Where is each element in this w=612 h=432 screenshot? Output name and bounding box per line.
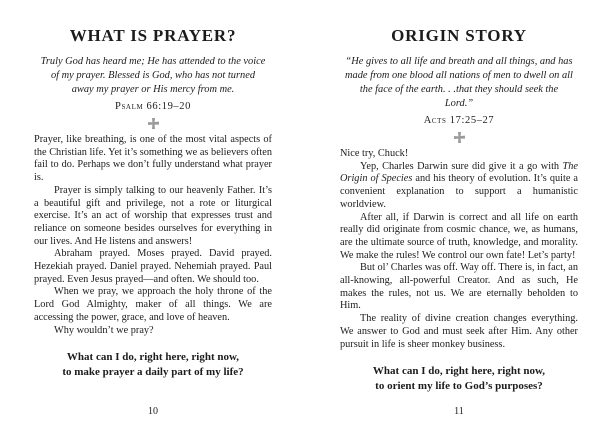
paragraph: Nice try, Chuck!	[340, 148, 409, 159]
reflection-question-left	[34, 350, 272, 379]
paragraph-segment: Yep, Charles Darwin sure did give it a go with	[360, 160, 563, 172]
cross-ornament-icon	[34, 118, 272, 130]
paragraph: Prayer, like breathing, is one of the most vital aspects of the Christian life. Yet it’s something we as believers often fail to do. Perhaps we don’t fully understand what prayer is.	[34, 134, 272, 184]
question-line: What can I do, right here, right now,	[372, 365, 546, 378]
epigraph-left: Truly God has heard me; He has attended to the voice of my prayer. Blessed is God, who has not turned away my prayer or His mercy from me.	[40, 56, 266, 95]
reflection-question-right	[340, 364, 578, 393]
chapter-title-left: WHAT IS PRAYER?	[69, 26, 237, 45]
question-line: to orient my life to God’s purposes?	[375, 379, 543, 392]
body-text-left	[34, 134, 272, 337]
epigraph-right: “He gives to all life and breath and all things, and has made from one blood all nations of men to dwell on all the face of the earth. . .that they should seek the Lord.”	[345, 56, 573, 109]
cross-ornament-icon	[340, 132, 578, 144]
paragraph: When we pray, we approach the holy throne of the Lord God Almighty, maker of all things. We are accessing the power, grace, and love of heaven.	[34, 286, 272, 323]
book-title-italic: The Origin of Species	[340, 160, 578, 185]
paragraph: The reality of divine creation changes everything. We answer to God and must seek after Him. Any other pursuit in life is sheer monkey business.	[340, 313, 578, 350]
paragraph: After all, if Darwin is correct and all life on earth really did originate from cosmic chance, we, as humans, are the ultimate source of truth, knowledge, and morality. We make the rules! We control our own fate! Let’s party!	[340, 211, 578, 261]
body-text-right	[340, 148, 578, 351]
page-number-left: 10	[148, 406, 158, 417]
page-number-right: 11	[454, 406, 464, 417]
paragraph: But ol’ Charles was off. Way off. There is, in fact, an all-knowing, all-powerful Creator. And as such, He makes the rules, not us. We are eternally beholden to Him.	[340, 262, 578, 312]
paragraph	[340, 161, 578, 212]
paragraph: Abraham prayed. Moses prayed. David prayed. Hezekiah prayed. Daniel prayed. Nehemiah prayed. Paul prayed. Even Jesus prayed—and often. We should too.	[34, 248, 272, 285]
question-line: to make prayer a daily part of my life?	[62, 365, 244, 378]
right-page	[306, 0, 612, 432]
question-line: What can I do, right here, right now,	[66, 351, 240, 364]
paragraph: Why wouldn’t we pray?	[54, 324, 154, 336]
paragraph-segment: and his theory of evolution. It’s quite a convenient explanation to support a humanistic worldview.	[340, 173, 578, 210]
paragraph: Prayer is simply talking to our heavenly Father. It’s a beautiful gift and privilege, not a rote or liturgical exercise. It’s an act of worship that expresses trust and reliance on someone besides ourselves for everything in our lives. And He listens and answers!	[34, 184, 272, 247]
epigraph-attribution-left: Psalm 66:19–20	[115, 101, 191, 112]
chapter-title-right: ORIGIN STORY	[391, 26, 527, 45]
epigraph-attribution-right: Acts 17:25–27	[423, 115, 495, 126]
